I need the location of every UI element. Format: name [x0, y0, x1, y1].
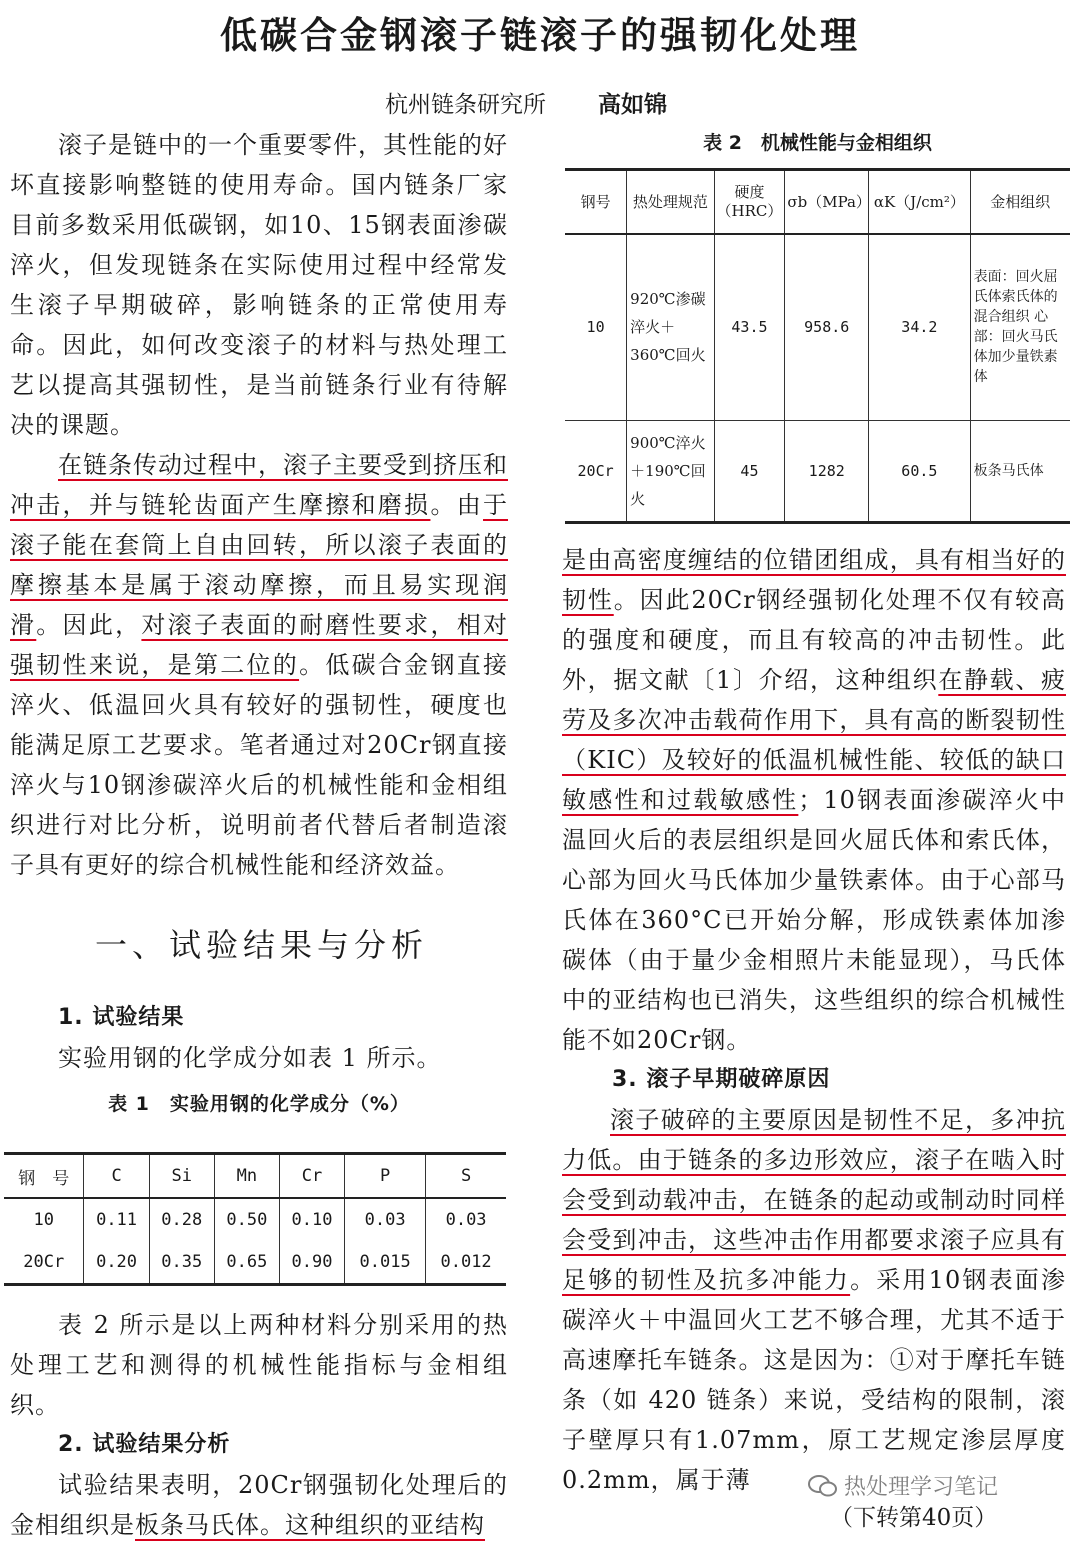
paragraph-5	[10, 1465, 508, 1545]
table-1	[4, 1152, 506, 1286]
table-header: 硬度（HRC）	[714, 170, 785, 235]
table1-caption: 表 1 实验用钢的化学成分（%）	[108, 1093, 410, 1115]
table-header: Mn	[214, 1154, 279, 1199]
table-header: Cr	[279, 1154, 344, 1199]
author: 高如锦	[598, 91, 667, 118]
highlight-2: 于滚子能在套筒上自由回转，所以滚子表面的摩擦基本是属于滚动摩擦，而且易实现润滑	[10, 491, 509, 639]
table-cell: 0.65	[214, 1241, 279, 1285]
table-header: αK（J/cm²）	[869, 170, 971, 235]
watermark-text: 热处理学习笔记	[844, 1475, 999, 1500]
table-header-row	[565, 170, 1070, 235]
subheading-1: 1. 试验结果	[58, 1005, 185, 1030]
paragraph-2	[10, 445, 508, 885]
table-cell: 60.5	[869, 420, 971, 522]
continued-note: （下转第40页）	[830, 1505, 998, 1531]
text-run: 。由	[430, 491, 484, 519]
section-heading: 一、试验结果与分析	[95, 926, 429, 964]
table-header: C	[84, 1154, 149, 1199]
table-cell: 表面：回火屈氏体索氏体的混合组织 心部：回火马氏体加少量铁素体	[970, 234, 1070, 420]
table-row	[565, 420, 1070, 522]
table-cell: 0.11	[84, 1198, 149, 1241]
table2-caption: 表 2 机械性能与金相组织	[703, 132, 932, 154]
table-2	[565, 168, 1070, 524]
table-cell: 0.28	[149, 1198, 214, 1241]
table-cell: 0.10	[279, 1198, 344, 1241]
text-run: 。因此，	[36, 611, 142, 639]
highlight-6: 在静载、疲劳及多次冲击载荷作用下，具有高的断裂韧性（KIC）及较好的低温机械性能、较低的缺口敏感性和过载敏感性	[562, 666, 1066, 814]
highlight-1: 在链条传动过程中，滚子主要受到挤压和冲击，并与链轮齿面产生摩擦和磨损	[10, 451, 508, 519]
highlight-5: 是由高密度缠结的位错团组成，具有相当好的韧性	[562, 546, 1066, 614]
highlight-3: 对滚子表面的耐磨性要求，相对强韧性来说，是第二位的	[10, 611, 509, 679]
text-run: 。因此20Cr钢经强韧化处理不仅有较高的强度和硬度，而且有较高的冲击韧性。此外，据文献〔1〕介绍，这种组织	[562, 586, 1067, 694]
text-run: 。采用10钢表面渗碳淬火＋中温回火工艺不够合理，尤其不适于高速摩托车链条。这是因为：①对于摩托车链条（如 420 链条）来说，受结构的限制，滚子壁厚只有1.07mm，原工艺规定渗层厚度0.2mm，属于薄	[562, 1266, 1066, 1494]
table-header: 钢号	[580, 192, 611, 211]
left-column	[10, 125, 508, 885]
table-cell: 900℃淬火＋190℃回火	[627, 420, 714, 522]
table-cell: 板条马氏体	[970, 420, 1070, 522]
table-cell: 0.50	[214, 1198, 279, 1241]
table-cell: 45	[714, 420, 785, 522]
table-cell: 0.012	[426, 1241, 506, 1285]
table-cell: 0.35	[149, 1241, 214, 1285]
table-cell: 1282	[785, 420, 869, 522]
table-cell: 0.90	[279, 1241, 344, 1285]
table-cell: 0.03	[426, 1198, 506, 1241]
table-row	[4, 1241, 506, 1285]
subheading-3: 3. 滚子早期破碎原因	[612, 1067, 831, 1092]
table-header: σb（MPa）	[785, 170, 869, 235]
text-run: 试验结果表明，20Cr钢强韧化处理后的金相组织是	[10, 1471, 508, 1539]
institution: 杭州链条研究所	[385, 92, 546, 118]
paragraph-7	[562, 1100, 1066, 1500]
paragraph-3: 实验用钢的化学成分如表 1 所示。	[58, 1044, 442, 1072]
wechat-icon	[808, 1474, 838, 1498]
table-cell: 43.5	[714, 234, 785, 420]
table-header: Si	[149, 1154, 214, 1199]
table-header: 钢 号	[18, 1168, 70, 1189]
paragraph-4: 表 2 所示是以上两种材料分别采用的热处理工艺和测得的机械性能指标与金相组织。	[10, 1311, 508, 1419]
table-cell: 20Cr	[577, 461, 614, 480]
intro-paragraph: 滚子是链中的一个重要零件，其性能的好坏直接影响整链的使用寿命。国内链条厂家目前多数采用低碳钢，如10、15钢表面渗碳淬火，但发现链条在实际使用过程中经常发生滚子早期破碎，影响链条的正常使用寿命。因此，如何改变滚子的材料与热处理工艺以提高其强韧性，是当前链条行业有待解决的课题。	[10, 131, 508, 439]
table-cell: 920℃渗碳淬火＋360℃回火	[627, 234, 714, 420]
table-cell: 10	[586, 318, 605, 337]
table-cell: 0.015	[345, 1241, 426, 1285]
byline	[385, 88, 667, 122]
table-cell: 958.6	[785, 234, 869, 420]
table-row	[4, 1198, 506, 1241]
table-header-row	[4, 1154, 506, 1199]
left-lower-b	[10, 1305, 508, 1545]
paragraph-6	[562, 540, 1066, 1060]
text-run: 。低碳合金钢直接淬火、低温回火具有较好的强韧性，硬度也能满足原工艺要求。笔者通过对20Cr钢直接淬火与10钢渗碳淬火后的机械性能和金相组织进行对比分析，说明前者代替后者制造滚子具有更好的综合机械性能和经济效益。	[10, 651, 509, 879]
table-header: S	[426, 1154, 506, 1199]
table-row	[565, 234, 1070, 420]
article-title: 低碳合金钢滚子链滚子的强韧化处理	[220, 14, 860, 57]
watermark	[808, 1470, 998, 1501]
highlight-4: 板条马氏体。这种组织的亚结构	[135, 1511, 485, 1539]
table-cell: 10	[33, 1210, 54, 1230]
table-cell: 34.2	[869, 234, 971, 420]
table-cell: 0.20	[84, 1241, 149, 1285]
table-cell: 20Cr	[23, 1252, 65, 1272]
table-cell: 0.03	[345, 1198, 426, 1241]
table-header: 热处理规范	[627, 170, 714, 235]
highlight-7: 滚子破碎的主要原因是韧性不足，多冲抗力低。由于链条的多边形效应，滚子在啮入时会受到动载冲击，在链条的起动或制动时同样会受到冲击，这些冲击作用都要求滚子应具有足够的韧性及抗多冲能力	[562, 1106, 1066, 1294]
right-column	[562, 540, 1066, 1500]
left-lower-a	[10, 998, 508, 1124]
table-header: P	[345, 1154, 426, 1199]
table-header: 金相组织	[970, 170, 1070, 235]
subheading-2: 2. 试验结果分析	[58, 1432, 231, 1457]
text-run: ；10钢表面渗碳淬火中温回火后的表层组织是回火屈氏体和索氏体，心部为回火马氏体加少量铁素体。由于心部马氏体在360°C已开始分解，形成铁素体加渗碳体（由于量少金相照片未能显现），马氏体中的亚结构也已消失，这些组织的综合机械性能不如20Cr钢。	[562, 786, 1066, 1054]
